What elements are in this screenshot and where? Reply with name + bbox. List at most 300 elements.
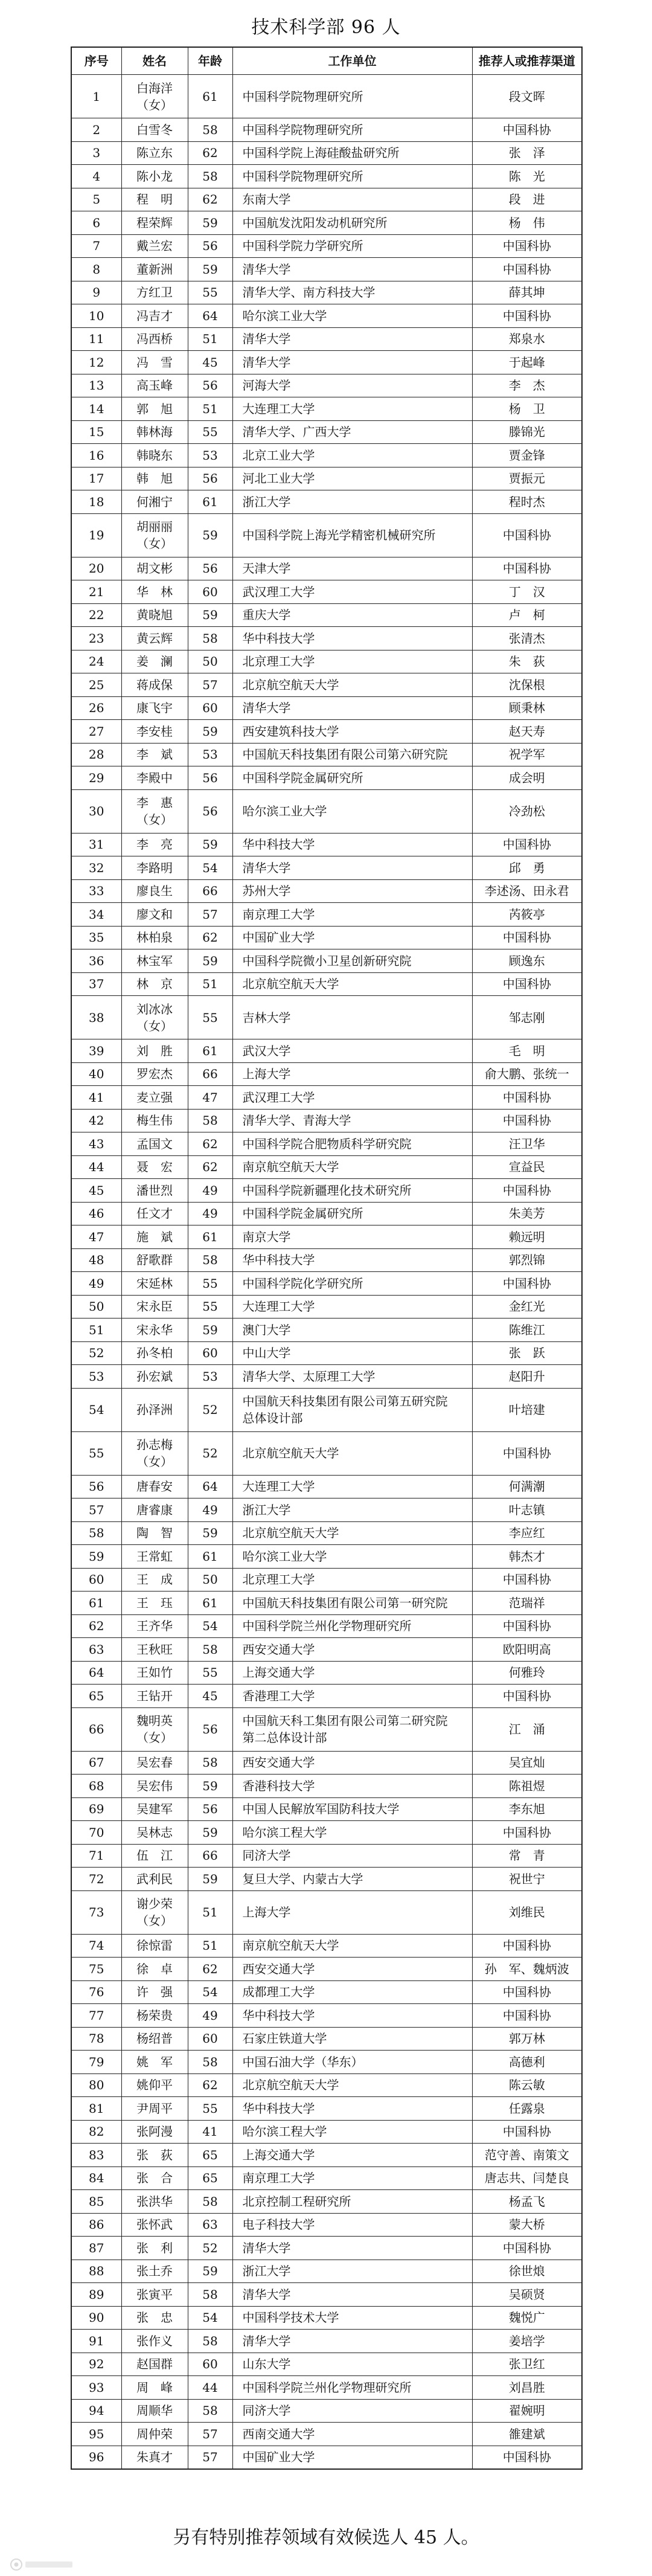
- cell-recommender: 中国科协: [472, 258, 582, 281]
- table-row: [71, 1751, 582, 1775]
- person-name: 尹周平: [136, 2101, 173, 2116]
- cell-number: 20: [71, 557, 121, 580]
- cell-name: [121, 2213, 188, 2237]
- unit-text: 西安建筑科技大学: [242, 724, 339, 739]
- unit-text: 天津大学: [242, 561, 291, 576]
- cell-number: 36: [71, 949, 121, 973]
- cell-unit: [232, 1431, 472, 1475]
- cell-name: [121, 1365, 188, 1389]
- cell-number: 92: [71, 2353, 121, 2376]
- cell-age: 50: [188, 1568, 232, 1592]
- table-row: [71, 1661, 582, 1685]
- table-row: [71, 789, 582, 833]
- cell-recommender: 滕锦光: [472, 420, 582, 444]
- cell-number: 38: [71, 996, 121, 1039]
- unit-text: 中国矿业大学: [242, 2450, 315, 2464]
- cell-unit: [232, 304, 472, 328]
- cell-name: [121, 673, 188, 697]
- unit-text: 澳门大学: [242, 1322, 291, 1337]
- cell-recommender: 叶培建: [472, 1388, 582, 1431]
- cell-recommender: 朱 荻: [472, 650, 582, 673]
- header-recommender: 推荐人或推荐渠道: [472, 47, 582, 75]
- cell-name: [121, 1388, 188, 1431]
- unit-text: 上海大学: [242, 1905, 291, 1919]
- cell-name: [121, 743, 188, 766]
- unit-text: 华中科技大学: [242, 1253, 315, 1268]
- person-name: 周仲荣: [136, 2426, 173, 2441]
- cell-age: 58: [188, 2051, 232, 2074]
- person-name: 高玉峰: [136, 378, 173, 393]
- unit-text: 北京航空航天大学: [242, 2078, 339, 2093]
- cell-number: 88: [71, 2260, 121, 2283]
- cell-number: 82: [71, 2120, 121, 2144]
- person-name: 刘 胜: [136, 1043, 173, 1058]
- cell-recommender: 中国科协: [472, 1272, 582, 1296]
- person-name: 林柏泉: [136, 930, 173, 945]
- table-row: [71, 1685, 582, 1708]
- cell-name: [121, 1179, 188, 1203]
- table-row: [71, 603, 582, 627]
- person-name: 郭 旭: [136, 401, 173, 416]
- table-row: [71, 673, 582, 697]
- cell-recommender: 段 进: [472, 188, 582, 211]
- cell-number: 52: [71, 1341, 121, 1365]
- cell-recommender: 杨 卫: [472, 397, 582, 421]
- cell-number: 71: [71, 1844, 121, 1868]
- cell-recommender: 祝世宁: [472, 1868, 582, 1891]
- cell-number: 60: [71, 1568, 121, 1592]
- table-row: [71, 420, 582, 444]
- cell-unit: [232, 1934, 472, 1958]
- cell-number: 56: [71, 1475, 121, 1498]
- cell-recommender: 郑泉水: [472, 327, 582, 351]
- unit-text: 武汉大学: [242, 1043, 291, 1058]
- unit-text: 北京航空航天大学: [242, 1526, 339, 1541]
- cell-name: [121, 444, 188, 467]
- cell-age: 59: [188, 833, 232, 856]
- cell-unit: [232, 2120, 472, 2144]
- cell-name: [121, 627, 188, 650]
- cell-name: [121, 351, 188, 374]
- cell-name: [121, 1821, 188, 1845]
- cell-unit: [232, 1295, 472, 1319]
- person-name: 王 成: [136, 1572, 173, 1587]
- cell-recommender: 吴硕贤: [472, 2283, 582, 2307]
- cell-recommender: 江 涌: [472, 1707, 582, 1751]
- cell-recommender: 李 杰: [472, 374, 582, 397]
- unit-text: 清华大学、广西大学: [242, 425, 351, 440]
- cell-recommender: 邱 勇: [472, 856, 582, 880]
- cell-recommender: 翟婉明: [472, 2399, 582, 2423]
- cell-number: 94: [71, 2399, 121, 2423]
- person-name: 伍 江: [136, 1848, 173, 1863]
- cell-name: [121, 118, 188, 142]
- cell-name: [121, 1775, 188, 1798]
- cell-number: 45: [71, 1179, 121, 1203]
- cell-age: 49: [188, 1202, 232, 1225]
- cell-name: [121, 1272, 188, 1296]
- cell-name: [121, 141, 188, 165]
- cell-number: 1: [71, 75, 121, 118]
- candidate-table: [71, 47, 583, 2470]
- person-name: 王 珏: [136, 1595, 173, 1610]
- cell-number: 87: [71, 2237, 121, 2260]
- cell-recommender: 段文晖: [472, 75, 582, 118]
- unit-text: 浙江大学: [242, 1502, 291, 1517]
- cell-age: 50: [188, 650, 232, 673]
- cell-age: 59: [188, 1521, 232, 1545]
- cell-recommender: 中国科协: [472, 2237, 582, 2260]
- cell-number: 67: [71, 1751, 121, 1775]
- cell-unit: [232, 2051, 472, 2074]
- cell-age: 49: [188, 1179, 232, 1203]
- cell-unit: [232, 1248, 472, 1272]
- person-name: 许 强: [136, 1985, 173, 2000]
- cell-recommender: 姜培学: [472, 2330, 582, 2353]
- gender-note: （女）: [136, 1454, 173, 1469]
- cell-unit: [232, 1707, 472, 1751]
- cell-number: 89: [71, 2283, 121, 2307]
- person-name: 林 京: [136, 977, 173, 992]
- table-row: [71, 1592, 582, 1615]
- unit-text: 北京理工大学: [242, 1572, 315, 1587]
- cell-recommender: 韩杰才: [472, 1545, 582, 1569]
- unit-text: 电子科技大学: [242, 2217, 315, 2232]
- cell-unit: [232, 444, 472, 467]
- cell-name: [121, 949, 188, 973]
- cell-unit: [232, 2190, 472, 2214]
- person-name: 宋永臣: [136, 1299, 173, 1314]
- unit-text: 中国航天科技集团有限公司第一研究院: [242, 1595, 448, 1610]
- cell-unit: [232, 696, 472, 720]
- cell-name: [121, 304, 188, 328]
- table-row: [71, 1365, 582, 1389]
- cell-age: 58: [188, 2190, 232, 2214]
- cell-name: [121, 1248, 188, 1272]
- cell-number: 61: [71, 1592, 121, 1615]
- unit-text: 吉林大学: [242, 1010, 291, 1025]
- person-name: 姚仰平: [136, 2078, 173, 2093]
- table-row: [71, 696, 582, 720]
- cell-unit: [232, 1039, 472, 1063]
- cell-name: [121, 1958, 188, 1981]
- cell-age: 44: [188, 2376, 232, 2400]
- cell-number: 7: [71, 234, 121, 258]
- cell-name: [121, 1868, 188, 1891]
- cell-number: 91: [71, 2330, 121, 2353]
- unit-text: 西安交通大学: [242, 1642, 315, 1657]
- person-name: 陈立东: [136, 146, 173, 161]
- table-row: [71, 972, 582, 996]
- cell-unit: [232, 879, 472, 903]
- cell-age: 60: [188, 1341, 232, 1365]
- cell-recommender: 沈保根: [472, 673, 582, 697]
- person-name: 魏明英: [136, 1714, 173, 1728]
- table-row: [71, 949, 582, 973]
- cell-unit: [232, 75, 472, 118]
- unit-text: 哈尔滨工业大学: [242, 1549, 327, 1564]
- cell-number: 80: [71, 2073, 121, 2097]
- cell-unit: [232, 1980, 472, 2004]
- unit-text: 哈尔滨工业大学: [242, 308, 327, 323]
- cell-recommender: 丁 汉: [472, 580, 582, 604]
- person-name: 刘冰冰: [136, 1001, 173, 1017]
- person-name: 廖文和: [136, 907, 173, 922]
- unit-text: 成都理工大学: [242, 1985, 315, 2000]
- cell-name: [121, 327, 188, 351]
- cell-age: 55: [188, 996, 232, 1039]
- cell-recommender: 顾逸东: [472, 949, 582, 973]
- cell-recommender: 宣益民: [472, 1155, 582, 1179]
- unit-text: 东南大学: [242, 192, 291, 207]
- cell-age: 51: [188, 327, 232, 351]
- unit-text: 香港理工大学: [242, 1688, 315, 1703]
- person-name: 唐睿康: [136, 1502, 173, 1517]
- cell-age: 61: [188, 75, 232, 118]
- table-row: [71, 2051, 582, 2074]
- cell-number: 90: [71, 2306, 121, 2330]
- cell-recommender: 叶志镇: [472, 1498, 582, 1522]
- gender-note: （女）: [136, 1913, 173, 1928]
- table-row: [71, 2073, 582, 2097]
- table-row: [71, 397, 582, 421]
- cell-number: 59: [71, 1545, 121, 1569]
- unit-text: 清华大学、太原理工大学: [242, 1369, 376, 1384]
- cell-age: 55: [188, 1661, 232, 1685]
- cell-age: 62: [188, 1958, 232, 1981]
- unit-text: 河北工业大学: [242, 471, 315, 486]
- cell-name: [121, 513, 188, 557]
- cell-name: [121, 1638, 188, 1662]
- cell-number: 34: [71, 903, 121, 927]
- table-row: [71, 1388, 582, 1431]
- person-name: 罗宏杰: [136, 1067, 173, 1082]
- cell-unit: [232, 972, 472, 996]
- unit-text: 华中科技大学: [242, 631, 315, 646]
- header-number: 序号: [71, 47, 121, 75]
- cell-unit: [232, 949, 472, 973]
- person-name: 吴建军: [136, 1802, 173, 1817]
- cell-name: [121, 1202, 188, 1225]
- cell-age: 51: [188, 1890, 232, 1934]
- unit-text: 中国科学院金属研究所: [242, 770, 363, 785]
- unit-text: 清华大学: [242, 860, 291, 875]
- unit-text: 北京航空航天大学: [242, 977, 339, 992]
- unit-text: 中国科学院物理研究所: [242, 89, 363, 104]
- cell-recommender: 中国科协: [472, 926, 582, 949]
- cell-unit: [232, 1592, 472, 1615]
- cell-age: 66: [188, 1844, 232, 1868]
- cell-age: 59: [188, 1319, 232, 1342]
- cell-number: 29: [71, 766, 121, 790]
- cell-age: 58: [188, 1248, 232, 1272]
- cell-age: 49: [188, 2004, 232, 2028]
- cell-age: 62: [188, 1155, 232, 1179]
- person-name: 孟国文: [136, 1136, 173, 1151]
- cell-unit: [232, 327, 472, 351]
- cell-unit: [232, 1155, 472, 1179]
- cell-number: 70: [71, 1821, 121, 1845]
- person-name: 李安桂: [136, 724, 173, 739]
- cell-age: 56: [188, 234, 232, 258]
- cell-number: 25: [71, 673, 121, 697]
- table-row: [71, 833, 582, 856]
- cell-recommender: 杨 伟: [472, 211, 582, 235]
- table-row: [71, 996, 582, 1039]
- cell-name: [121, 2423, 188, 2446]
- person-name: 施 斌: [136, 1229, 173, 1244]
- cell-unit: [232, 281, 472, 304]
- cell-number: 31: [71, 833, 121, 856]
- cell-recommender: 陈维江: [472, 1319, 582, 1342]
- cell-recommender: 郭烈锦: [472, 1248, 582, 1272]
- person-name: 赵国群: [136, 2357, 173, 2372]
- cell-name: [121, 420, 188, 444]
- cell-age: 54: [188, 1614, 232, 1638]
- cell-recommender: 中国科协: [472, 1821, 582, 1845]
- table-row: [71, 1179, 582, 1203]
- unit-text: 复旦大学、内蒙古大学: [242, 1871, 363, 1886]
- cell-unit: [232, 720, 472, 744]
- cell-age: 58: [188, 118, 232, 142]
- cell-unit: [232, 673, 472, 697]
- cell-name: [121, 2306, 188, 2330]
- person-name: 张寅平: [136, 2287, 173, 2302]
- table-row: [71, 1155, 582, 1179]
- person-name: 王如竹: [136, 1665, 173, 1680]
- person-name: 孙宏斌: [136, 1369, 173, 1384]
- cell-unit: [232, 165, 472, 188]
- cell-recommender: 徐世烺: [472, 2260, 582, 2283]
- cell-number: 64: [71, 1661, 121, 1685]
- unit-text: 浙江大学: [242, 494, 291, 509]
- person-name: 张洪华: [136, 2194, 173, 2209]
- cell-name: [121, 2097, 188, 2121]
- cell-name: [121, 1132, 188, 1156]
- cell-recommender: 刘昌胜: [472, 2376, 582, 2400]
- cell-recommender: 中国科协: [472, 1431, 582, 1475]
- cell-unit: [232, 2144, 472, 2167]
- cell-recommender: 杨孟飞: [472, 2190, 582, 2214]
- person-name: 韩林海: [136, 425, 173, 440]
- person-name: 徐 卓: [136, 1961, 173, 1976]
- cell-number: 44: [71, 1155, 121, 1179]
- cell-name: [121, 1661, 188, 1685]
- cell-unit: [232, 1109, 472, 1132]
- footer-note: 另有特别推荐领域有效候选人 45 人。: [173, 2527, 479, 2548]
- unit-text: 中国航天科技集团有限公司第五研究院总体设计部: [242, 1394, 448, 1425]
- cell-number: 93: [71, 2376, 121, 2400]
- person-name: 李殿中: [136, 770, 173, 785]
- cell-age: 56: [188, 766, 232, 790]
- cell-age: 56: [188, 789, 232, 833]
- cell-unit: [232, 2306, 472, 2330]
- cell-recommender: 李东旭: [472, 1797, 582, 1821]
- table-row: [71, 1821, 582, 1845]
- person-name: 张作义: [136, 2333, 173, 2348]
- table-row: [71, 1934, 582, 1958]
- cell-unit: [232, 1797, 472, 1821]
- cell-age: 60: [188, 696, 232, 720]
- cell-age: 56: [188, 1797, 232, 1821]
- table-row: [71, 327, 582, 351]
- person-name: 杨绍普: [136, 2031, 173, 2046]
- person-name: 张 忠: [136, 2310, 173, 2325]
- table-row: [71, 490, 582, 514]
- cell-name: [121, 1890, 188, 1934]
- table-row: [71, 720, 582, 744]
- cell-unit: [232, 513, 472, 557]
- unit-text: 武汉理工大学: [242, 584, 315, 599]
- cell-name: [121, 1109, 188, 1132]
- person-name: 吴林志: [136, 1825, 173, 1840]
- cell-age: 58: [188, 2399, 232, 2423]
- cell-age: 59: [188, 720, 232, 744]
- cell-name: [121, 833, 188, 856]
- cell-recommender: 中国科协: [472, 1086, 582, 1110]
- table-row: [71, 1431, 582, 1475]
- person-name: 康飞宇: [136, 701, 173, 716]
- person-name: 孙志梅: [136, 1437, 173, 1452]
- cell-recommender: 冷劲松: [472, 789, 582, 833]
- table-row: [71, 1039, 582, 1063]
- table-row: [71, 2213, 582, 2237]
- table-row: [71, 211, 582, 235]
- cell-age: 55: [188, 281, 232, 304]
- cell-age: 53: [188, 743, 232, 766]
- table-row: [71, 580, 582, 604]
- cell-number: 75: [71, 1958, 121, 1981]
- cell-unit: [232, 420, 472, 444]
- cell-unit: [232, 996, 472, 1039]
- table-row: [71, 2283, 582, 2307]
- gender-note: （女）: [136, 1018, 173, 1033]
- unit-text: 清华大学: [242, 332, 291, 347]
- person-name: 麦立强: [136, 1090, 173, 1105]
- cell-unit: [232, 490, 472, 514]
- cell-name: [121, 75, 188, 118]
- person-name: 陈小龙: [136, 169, 173, 184]
- unit-text: 华中科技大学: [242, 2008, 315, 2023]
- unit-text: 北京控制工程研究所: [242, 2194, 351, 2209]
- cell-number: 62: [71, 1614, 121, 1638]
- table-row: [71, 1545, 582, 1569]
- unit-text: 同济大学: [242, 2403, 291, 2418]
- table-body: [71, 75, 582, 2469]
- cell-name: [121, 926, 188, 949]
- unit-text: 中国科学院合肥物质科学研究院: [242, 1136, 412, 1151]
- cell-name: [121, 2004, 188, 2028]
- cell-recommender: 中国科协: [472, 118, 582, 142]
- cell-age: 55: [188, 1295, 232, 1319]
- header-name: 姓名: [121, 47, 188, 75]
- unit-text: 中国科学技术大学: [242, 2310, 339, 2325]
- cell-age: 61: [188, 1592, 232, 1615]
- person-name: 吴宏伟: [136, 1778, 173, 1793]
- unit-text: 上海大学: [242, 1067, 291, 1082]
- cell-name: [121, 1521, 188, 1545]
- cell-unit: [232, 2097, 472, 2121]
- cell-name: [121, 789, 188, 833]
- person-name: 韩 旭: [136, 471, 173, 486]
- cell-recommender: 范瑞祥: [472, 1592, 582, 1615]
- person-name: 姜 澜: [136, 654, 173, 669]
- cell-name: [121, 879, 188, 903]
- cell-name: [121, 234, 188, 258]
- cell-recommender: 贾金锋: [472, 444, 582, 467]
- cell-number: 12: [71, 351, 121, 374]
- cell-unit: [232, 926, 472, 949]
